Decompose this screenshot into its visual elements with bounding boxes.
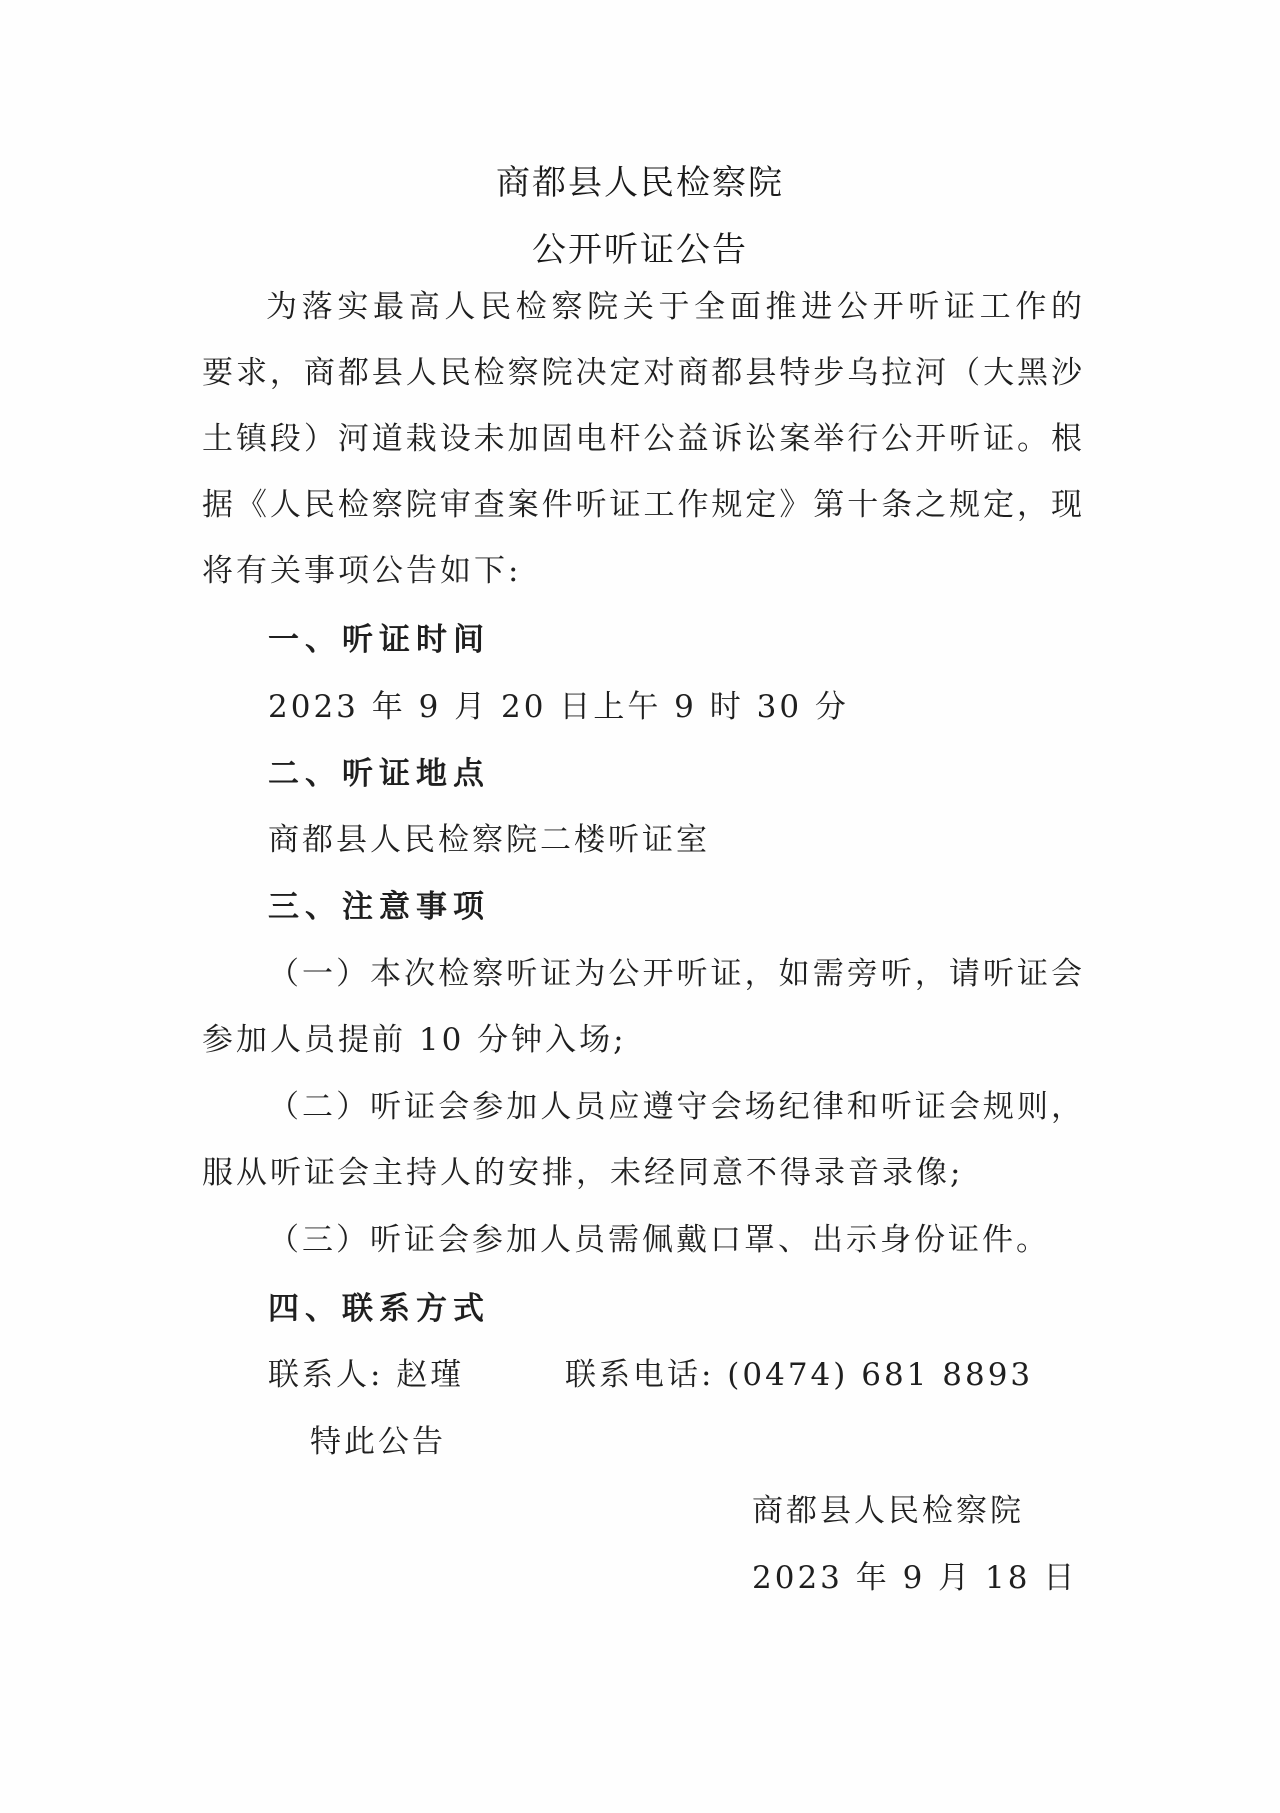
contact-phone: 联系电话: (0474) 681 8893 [565, 1357, 1034, 1393]
hearing-location: 商都县人民检察院二楼听证室 [268, 822, 710, 858]
notice-item-2-line-1: （二）听证会参加人员应遵守会场纪律和听证会规则， [268, 1089, 1082, 1125]
closing-remark: 特此公告 [310, 1424, 446, 1460]
intro-line-2: 要求，商都县人民检察院决定对商都县特步乌拉河（大黑沙 [202, 355, 1082, 391]
notice-item-1-line-1: （一）本次检察听证为公开听证，如需旁听，请听证会 [268, 956, 1082, 992]
notice-item-2-line-2: 服从听证会主持人的安排，未经同意不得录音录像; [202, 1155, 964, 1191]
intro-line-3: 土镇段）河道栽设未加固电杆公益诉讼案举行公开听证。根 [202, 421, 1082, 457]
signature-organization: 商都县人民检察院 [752, 1493, 1024, 1529]
intro-line-5: 将有关事项公告如下: [202, 553, 522, 589]
notice-title: 公开听证公告 [532, 230, 748, 270]
hearing-time: 2023 年 9 月 20 日上午 9 时 30 分 [268, 689, 849, 725]
section-2-heading: 二、听证地点 [268, 756, 490, 792]
signature-date: 2023 年 9 月 18 日 [752, 1560, 1078, 1596]
organization-title: 商都县人民检察院 [496, 163, 784, 203]
intro-line-1: 为落实最高人民检察院关于全面推进公开听证工作的 [266, 289, 1082, 325]
intro-line-4: 据《人民检察院审查案件听证工作规定》第十条之规定，现 [202, 487, 1082, 523]
section-1-heading: 一、听证时间 [268, 622, 490, 658]
section-3-heading: 三、注意事项 [268, 889, 490, 925]
notice-item-1-line-2: 参加人员提前 10 分钟入场; [202, 1022, 627, 1058]
notice-item-3: （三）听证会参加人员需佩戴口罩、出示身份证件。 [268, 1222, 1050, 1258]
section-4-heading: 四、联系方式 [268, 1291, 490, 1327]
contact-person: 联系人: 赵瑾 [268, 1357, 465, 1393]
